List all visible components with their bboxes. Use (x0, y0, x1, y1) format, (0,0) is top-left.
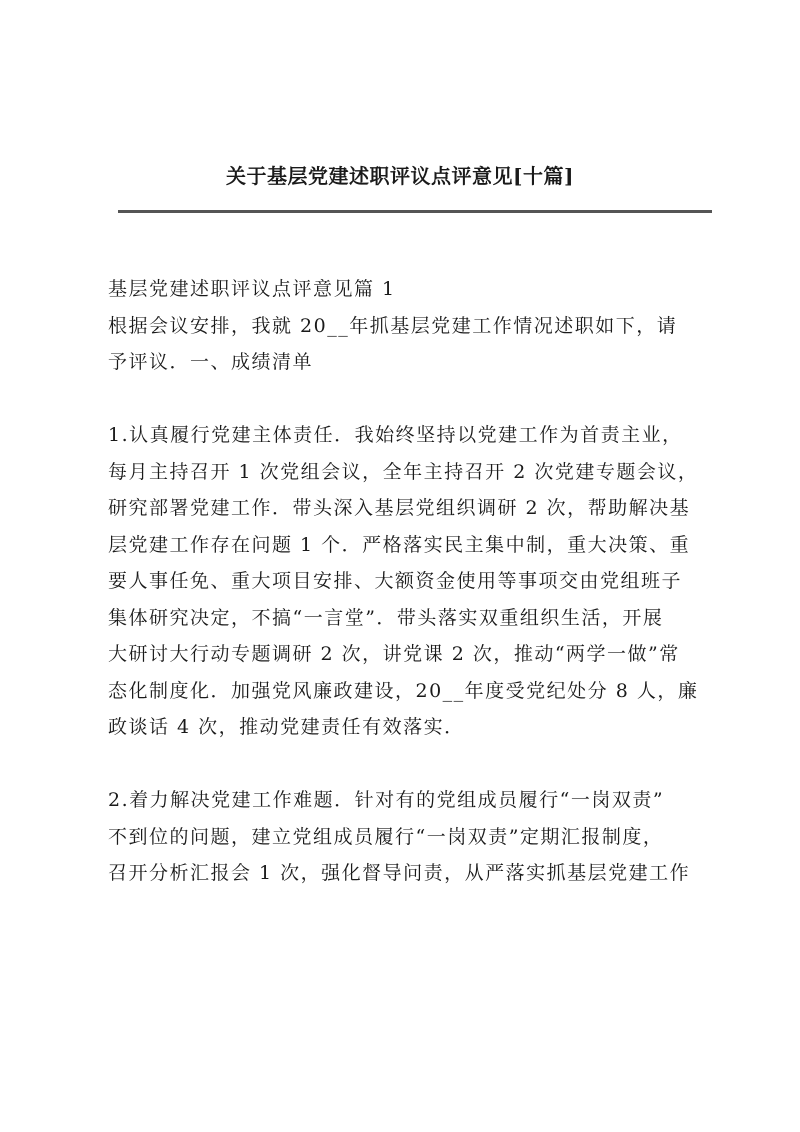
point1-line: 层党建工作存在问题 1 个．严格落实民主集中制，重大决策、重 (108, 533, 691, 556)
title-underline (118, 210, 712, 213)
point1-line: 大研讨大行动专题调研 2 次，讲党课 2 次，推动“两学一做”常 (108, 643, 680, 665)
paragraph-gap (108, 746, 710, 783)
document-title: 关于基层党建述职评议点评意见[十篇] (226, 164, 574, 188)
point1-line: 每月主持召开 1 次党组会议，全年主持召开 2 次党建专题会议， (108, 460, 699, 483)
point2-line: 召开分析汇报会 1 次，强化督导问责，从严落实抓基层党建工作 (108, 862, 691, 884)
point1-line: 态化制度化．加强党风廉政建设，20__年度受党纪处分 8 人，廉 (108, 679, 699, 702)
point1-line: 研究部署党建工作．带头深入基层党组织调研 2 次，帮助解决基 (108, 497, 691, 519)
point1-line: 1.认真履行党建主体责任．我始终坚持以党建工作为首责主业， (108, 424, 683, 446)
intro-line: 予评议．一、成绩清单 (108, 351, 314, 373)
document-body (108, 271, 710, 892)
point2-line: 2.着力解决党建工作难题．针对有的党组成员履行“一岗双责” (108, 789, 665, 811)
paragraph-gap (108, 381, 710, 418)
point1-line: 政谈话 4 次，推动党建责任有效落实． (108, 716, 465, 738)
point2-line: 不到位的问题，建立党组成员履行“一岗双责”定期汇报制度， (108, 825, 664, 848)
point1-line: 要人事任免、重大项目安排、大额资金使用等事项交由党组班子 (108, 570, 683, 592)
intro-line: 根据会议安排，我就 20__年抓基层党建工作情况述职如下，请 (108, 314, 678, 337)
point1-line: 集体研究决定，不搞“一言堂”．带头落实双重组织生活，开展 (108, 606, 664, 629)
section-heading: 基层党建述职评议点评意见篇 1 (108, 278, 396, 300)
